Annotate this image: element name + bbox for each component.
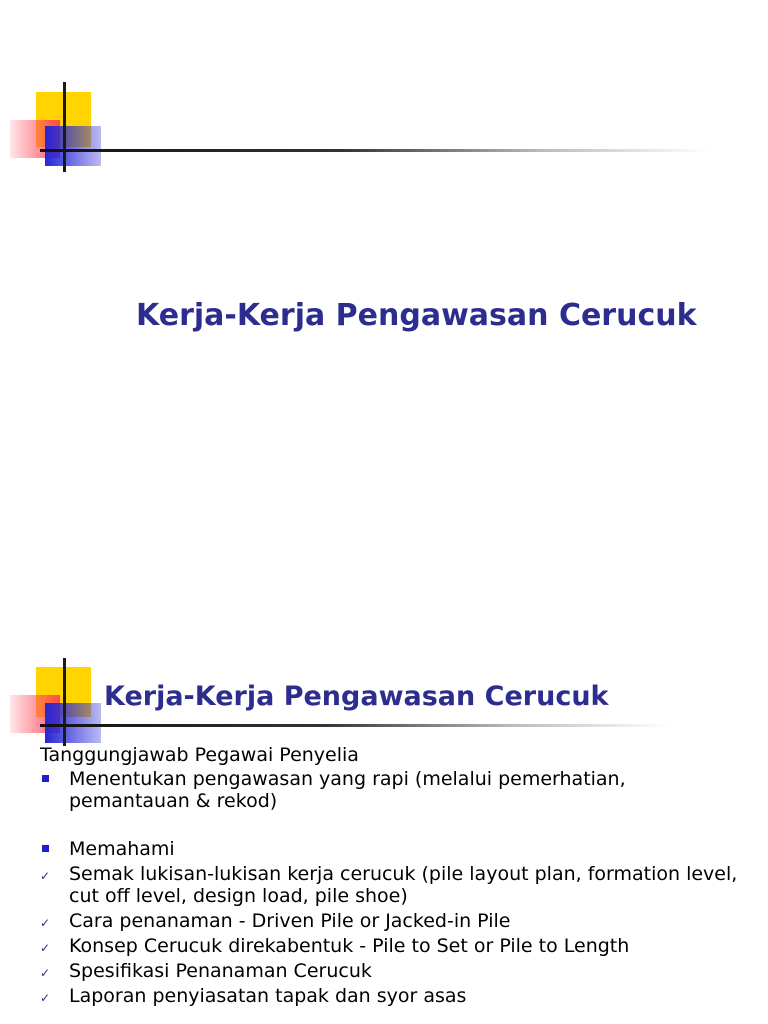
list-item-text: Konsep Cerucuk direkabentuk - Pile to Set or Pile to Length	[69, 935, 630, 957]
list-item	[40, 838, 750, 860]
slide-body	[40, 744, 750, 1010]
list-item	[40, 960, 750, 982]
checkmark-bullet-icon: ✓	[40, 869, 51, 883]
square-bullet-icon	[42, 775, 49, 782]
list-item	[40, 910, 750, 932]
section-heading: Tanggungjawab Pegawai Penyelia	[40, 744, 359, 766]
horizontal-rule	[40, 149, 710, 152]
blue-square	[45, 126, 101, 166]
list-item	[40, 935, 750, 957]
list-item-text: Semak lukisan-lukisan kerja cerucuk (pile layout plan, formation level, cut off level, design load, pile shoe)	[69, 863, 738, 907]
list-item	[40, 863, 750, 907]
checkmark-bullet-icon: ✓	[40, 966, 51, 980]
list-item-text: Menentukan pengawasan yang rapi (melalui pemerhatian, pemantauan & rekod)	[69, 768, 626, 812]
slide-2	[0, 640, 768, 1024]
vertical-rule	[63, 658, 66, 746]
horizontal-rule	[40, 724, 670, 727]
list-item-text: Cara penanaman - Driven Pile or Jacked-in Pile	[69, 910, 511, 932]
slide-title: Kerja-Kerja Pengawasan Cerucuk	[104, 681, 609, 712]
square-bullet-icon	[42, 845, 49, 852]
blue-square	[45, 703, 101, 743]
list-item-text: Spesifikasi Penanaman Cerucuk	[69, 960, 372, 982]
list-item	[40, 768, 750, 812]
vertical-rule	[63, 82, 66, 172]
list-item	[40, 985, 750, 1007]
checkmark-bullet-icon: ✓	[40, 941, 51, 955]
list-item-text: Laporan penyiasatan tapak dan syor asas	[69, 985, 467, 1007]
list-item-text: Memahami	[69, 838, 175, 860]
slide-title: Kerja-Kerja Pengawasan Cerucuk	[136, 298, 697, 333]
checkmark-bullet-icon: ✓	[40, 916, 51, 930]
checkmark-bullet-icon: ✓	[40, 991, 51, 1005]
